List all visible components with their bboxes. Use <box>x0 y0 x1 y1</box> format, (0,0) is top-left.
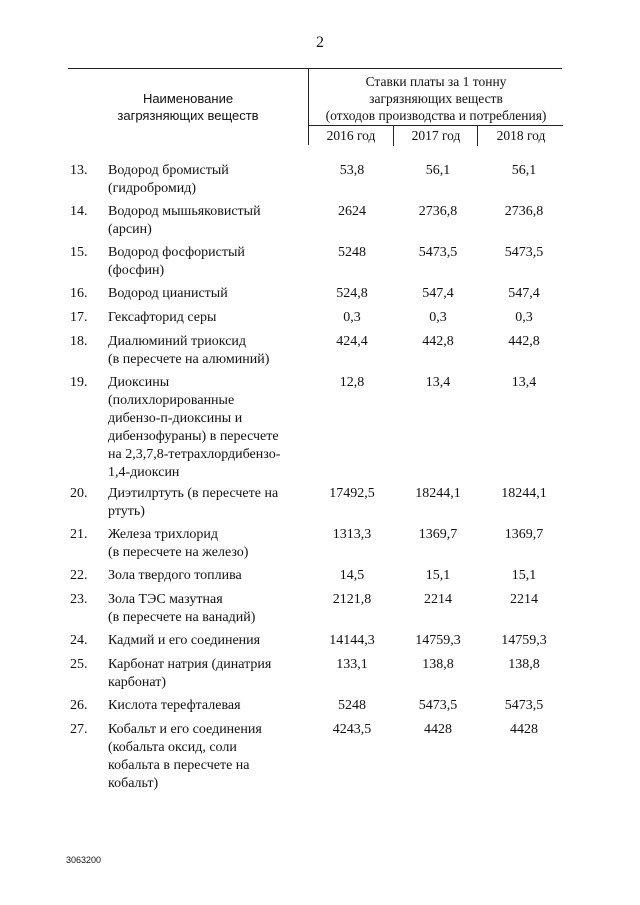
row-substance-name <box>108 632 308 650</box>
substance-name-line: Карбонат натрия (динатрия <box>108 657 272 672</box>
substance-name-line: Кобальт и его соединения <box>108 722 262 737</box>
rate-value-2017: 2214 <box>424 592 452 607</box>
rate-value-2017: 138,8 <box>422 657 454 672</box>
row-substance-name <box>108 374 308 482</box>
header-year-2016: 2016 год <box>326 128 376 143</box>
rate-value-2018: 0,3 <box>515 310 533 325</box>
rate-value-2018: 442,8 <box>508 334 540 349</box>
substance-name-line: ртуть) <box>108 504 145 519</box>
rate-value-2017: 2736,8 <box>418 204 458 219</box>
rate-value-2018: 138,8 <box>508 657 540 672</box>
header-rates-line: Ставки платы за 1 тонну <box>365 74 507 89</box>
row-substance-name <box>108 591 308 627</box>
row-substance-name <box>108 526 308 562</box>
row-substance-name <box>108 656 308 692</box>
substance-name-line: дибензо-п-диоксины и <box>108 411 243 426</box>
row-number: 22. <box>70 568 88 583</box>
rate-value-2017: 14759,3 <box>415 633 461 648</box>
row-substance-name <box>108 309 308 327</box>
substance-name-line: (гидробромид) <box>108 181 197 196</box>
rate-value-2018: 547,4 <box>508 286 540 301</box>
row-number: 17. <box>70 310 88 325</box>
rate-value-2018: 4428 <box>510 722 538 737</box>
header-rates-title <box>309 73 563 124</box>
header-year-2017: 2017 год <box>393 126 478 146</box>
rate-value-2016: 524,8 <box>336 286 368 301</box>
rate-value-2017: 4428 <box>424 722 452 737</box>
rate-value-2016: 0,3 <box>343 310 361 325</box>
rate-value-2016: 4243,5 <box>332 722 372 737</box>
rate-value-2016: 5248 <box>338 698 366 713</box>
rate-value-2018: 18244,1 <box>501 486 547 501</box>
row-number: 26. <box>70 698 88 713</box>
substance-name-line: (фосфин) <box>108 263 165 278</box>
rate-value-2016: 2624 <box>338 204 366 219</box>
header-name-cell <box>68 69 308 145</box>
row-number: 15. <box>70 245 88 260</box>
row-number: 19. <box>70 375 88 390</box>
substance-name-line: Диалюминий триоксид <box>108 334 247 349</box>
row-substance-name <box>108 567 308 585</box>
substance-name-line: 1,4-диоксин <box>108 465 180 480</box>
rate-value-2018: 2736,8 <box>504 204 544 219</box>
substance-name-line: Водород фосфористый <box>108 245 245 260</box>
rate-value-2018: 2214 <box>510 592 538 607</box>
header-years <box>309 125 563 146</box>
header-name-line: Наименование <box>142 91 234 106</box>
rate-value-2017: 1369,7 <box>418 527 458 542</box>
rate-value-2016: 53,8 <box>339 163 365 178</box>
rate-value-2016: 17492,5 <box>329 486 375 501</box>
substance-name-line: Кадмий и его соединения <box>108 633 261 648</box>
substance-name-line: Водород цианистый <box>108 286 228 301</box>
row-number: 27. <box>70 722 88 737</box>
header-rates-line: загрязняющих веществ <box>369 91 503 106</box>
row-substance-name <box>108 162 308 198</box>
rate-value-2018: 15,1 <box>511 568 537 583</box>
row-substance-name <box>108 721 308 793</box>
substance-name-line: Диоксины <box>108 375 170 390</box>
row-substance-name <box>108 244 308 280</box>
substance-name-line: (в пересчете на железо) <box>108 545 249 560</box>
substance-name-line: (в пересчете на алюминий) <box>108 352 270 367</box>
row-substance-name <box>108 285 308 303</box>
row-substance-name <box>108 203 308 239</box>
row-number: 21. <box>70 527 88 542</box>
header-rates-cell <box>308 69 563 145</box>
rate-value-2018: 56,1 <box>511 163 537 178</box>
substance-name-line: (полихлорированные <box>108 393 235 408</box>
row-substance-name <box>108 485 308 521</box>
substance-name-line: кобальта в пересчете на <box>108 758 250 773</box>
row-substance-name <box>108 697 308 715</box>
rate-value-2016: 2121,8 <box>332 592 372 607</box>
rate-value-2016: 5248 <box>338 245 366 260</box>
row-number: 13. <box>70 163 88 178</box>
substance-name-line: Зола твердого топлива <box>108 568 242 583</box>
rate-value-2017: 18244,1 <box>415 486 461 501</box>
row-number: 16. <box>70 286 88 301</box>
substance-name-line: на 2,3,7,8-тетрахлордибензо- <box>108 447 281 462</box>
row-number: 24. <box>70 633 88 648</box>
substance-name-line: (в пересчете на ванадий) <box>108 610 256 625</box>
row-number: 20. <box>70 486 88 501</box>
substance-name-line: Гексафторид серы <box>108 310 217 325</box>
rate-value-2018: 14759,3 <box>501 633 547 648</box>
rate-value-2017: 442,8 <box>422 334 454 349</box>
rate-value-2016: 133,1 <box>336 657 368 672</box>
substance-name-line: Кислота терефталевая <box>108 698 241 713</box>
header-name-line: загрязняющих веществ <box>117 108 259 123</box>
substance-name-line: Диэтилртуть (в пересчете на <box>108 486 279 501</box>
rate-value-2017: 5473,5 <box>418 698 458 713</box>
page-number: 2 <box>316 34 324 51</box>
header-rates-line: (отходов производства и потребления) <box>325 108 547 123</box>
rate-value-2017: 13,4 <box>425 375 451 390</box>
rate-value-2016: 424,4 <box>336 334 368 349</box>
substance-name-line: Водород бромистый <box>108 163 229 178</box>
row-number: 23. <box>70 592 88 607</box>
substance-name-line: Железа трихлорид <box>108 527 219 542</box>
rate-value-2018: 13,4 <box>511 375 537 390</box>
table-header <box>68 68 562 145</box>
rate-value-2016: 1313,3 <box>332 527 372 542</box>
rate-value-2016: 14144,3 <box>329 633 375 648</box>
row-number: 18. <box>70 334 88 349</box>
substance-name-line: (арсин) <box>108 222 152 237</box>
row-substance-name <box>108 333 308 369</box>
rate-value-2017: 547,4 <box>422 286 454 301</box>
substance-name-line: Зола ТЭС мазутная <box>108 592 223 607</box>
substance-name-line: дибензофураны) в пересчете <box>108 429 279 444</box>
rate-value-2018: 5473,5 <box>504 698 544 713</box>
row-number: 14. <box>70 204 88 219</box>
substance-name-line: карбонат) <box>108 675 167 690</box>
rate-value-2018: 1369,7 <box>504 527 544 542</box>
rate-value-2017: 0,3 <box>429 310 447 325</box>
footer-code: 3063200 <box>66 855 102 865</box>
substance-name-line: кобальт) <box>108 776 159 791</box>
rate-value-2017: 5473,5 <box>418 245 458 260</box>
rate-value-2016: 14,5 <box>339 568 365 583</box>
rate-value-2016: 12,8 <box>339 375 365 390</box>
header-year-2018: 2018 год <box>477 126 564 146</box>
rate-value-2017: 15,1 <box>425 568 451 583</box>
rate-value-2017: 56,1 <box>425 163 451 178</box>
substance-name-line: Водород мышьяковистый <box>108 204 261 219</box>
substance-name-line: (кобальта оксид, соли <box>108 740 237 755</box>
rate-value-2018: 5473,5 <box>504 245 544 260</box>
row-number: 25. <box>70 657 88 672</box>
